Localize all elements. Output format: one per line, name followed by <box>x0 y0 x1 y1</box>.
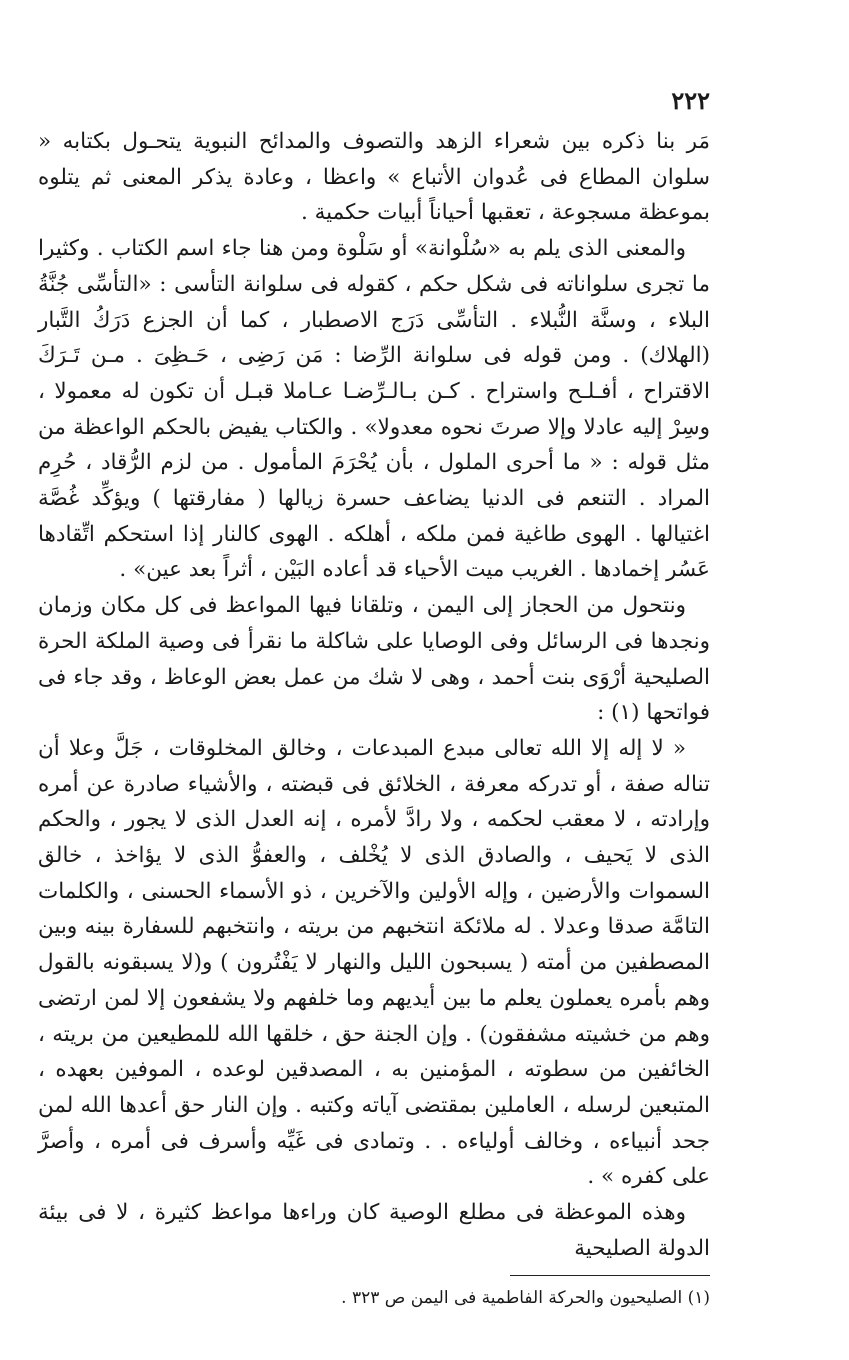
paragraph-3: ونتحول من الحجاز إلى اليمن ، وتلقانا فيها المواعظ فى كل مكان وزمان ونجدها فى الرسائل وفى الوصايا على شاكلة ما نقرأ فى وصية الملكة الحرة الصليحية أرْوَى بنت أحمد ، وهى لا شك من عمل بعض الوعاظ ، وقد جاء فى فواتحها (١) : <box>38 593 710 726</box>
page-number: ٢٢٢ <box>671 86 710 115</box>
paragraph-4-quotation: « لا إله إلا الله تعالى مبدع المبدعات ، وخالق المخلوقات ، جَلَّ وعلا أن تناله صفة ، أو تدركه معرفة ، الخلائق فى قبضته ، والأشياء صادرة عن أمره وإرادته ، لا معقب لحكمه ، ولا رادَّ لأمره ، إنه العدل الذى لا يجور ، والحكم الذى لا يَحيف ، والصادق الذى لا يُخْلف ، والعفوُّ الذى لا يؤاخذ ، خالق السموات والأرضين ، وإله الأولين والآخرين ، ذو الأسماء الحسنى ، والكلمات التامَّة صدقا وعدلا . له ملائكة انتخبهم من بريته ، وانتخبهم للسفارة بينه وبين المصطفين من أمته ( يسبحون الليل والنهار لا يَفْتُرون ) و(لا يسبقونه بالقول وهم بأمره يعملون يعلم ما بين أيديهم وما خلفهم ولا يشفعون إلا لمن ارتضى وهم من خشيته مشفقون) . وإن الجنة حق ، خلقها الله للمطيعين من بريته ، الخائفين من سطوته ، المؤمنين به ، المصدقين لوعده ، الموفين بعهده ، المتبعين لرسله ، العاملين بمقتضى آياته وكتبه . وإن النار حق أعدها الله لمن جحد أنبياءه ، وخالف أولياءه . . وتمادى فى غَيِّه وأسرف فى أمره ، وأصرَّ على كفره » . <box>38 735 710 1190</box>
paragraph-2: والمعنى الذى يلم به «سُلْوانة» أو سَلْوة ومن هنا جاء اسم الكتاب . وكثيرا ما تجرى سلواناته فى شكل حكم ، كقوله فى سلوانة التأسى : «التأسِّى جُنَّةُ البلاء ، وسنَّة النُّبلاء . التأسِّى دَرَج الاصطبار ، كما أن الجزع دَرَكُ التَّبار (الهلاك) . ومن قوله فى سلوانة الرِّضا : مَن رَضِى ، حَـظِىَ . مـن تَـرَكَ الاقتراح ، أفـلـح واستراح . كـن بـالـرِّضـا عـاملا قبـل أن تكون له معمولا ، وسِرْ إليه عادلا وإلا صرتَ نحوه معدولا» . والكتاب يفيض بالحكم الواعظة من مثل قوله : « ما أحرى الملول ، بأن يُحْرَمَ المأمول . من لزم الرُّقاد ، حُرِم المراد . التنعم فى الدنيا يضاعف حسرة زيالها ( مفارقتها ) ويؤكِّد غُصَّة اغتيالها . الهوى طاغية فمن ملكه ، أهلكه . الهوى كالنار إذا استحكم اتِّقادها عَسُر إخمادها . الغريب ميت الأحياء قد أعاده البَيْن ، أثراً بعد عين» . <box>38 236 710 583</box>
paragraph-1: مَر بنا ذكره بين شعراء الزهد والتصوف والمدائح النبوية يتحـول بكتابه « سلوان المطاع فى عُدوان الأتباع » واعظا ، وعادة يذكر المعنى ثم يتلوه بموعظة مسجوعة ، تعقبها أحياناً أبيات حكمية . <box>38 129 710 226</box>
footnote-divider <box>510 1275 710 1276</box>
paragraph-5: وهذه الموعظة فى مطلع الوصية كان وراءها مواعظ كثيرة ، لا فى بيئة الدولة الصليحية <box>38 1200 710 1261</box>
footnote: (١) الصليحيون والحركة الفاطمية فى اليمن ص ٣٢٣ . <box>341 1287 710 1308</box>
footnote-section <box>38 1267 710 1307</box>
document-page <box>38 84 710 1307</box>
